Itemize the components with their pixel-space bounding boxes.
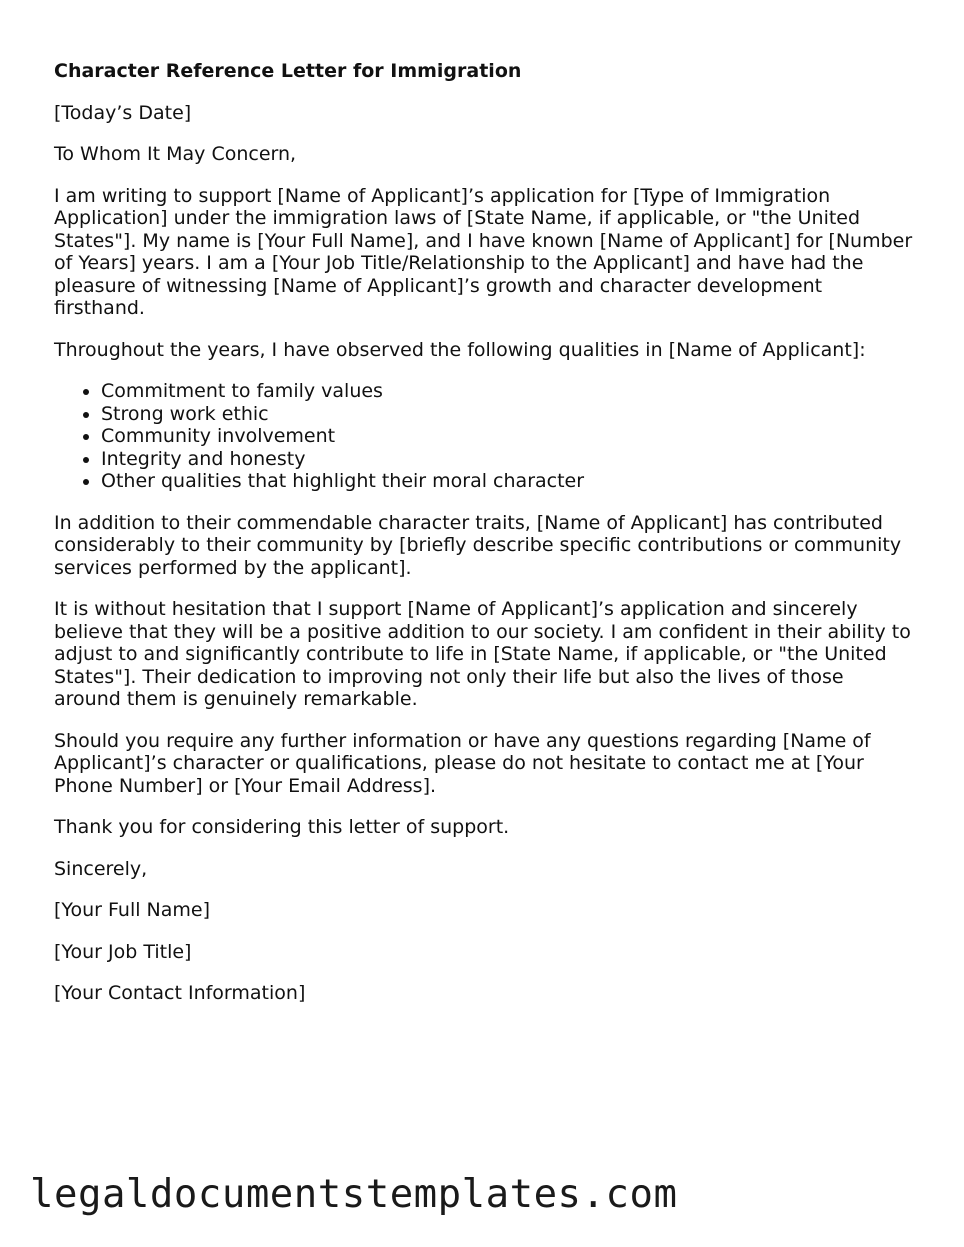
signature-name: [Your Full Name] bbox=[54, 899, 211, 921]
intro-paragraph: I am writing to support [Name of Applicant]’s application for [Type of Immigration Application] under the immigration laws of [State Name, if applicable, or "the United States"]. My name is [Your Full Name], and I have known [Name of Applicant] for [Number of Years] years. I am a [Your Job Title/Relationship to the Applicant] and have had the pleasure of witnessing [Name of Applicant]’s growth and character development firsthand. bbox=[54, 184, 913, 319]
thanks-line: Thank you for considering this letter of support. bbox=[54, 816, 510, 838]
contributions-paragraph: In addition to their commendable character traits, [Name of Applicant] has contributed considerably to their community by [briefly describe specific contributions or community services performed by the applicant]. bbox=[54, 511, 902, 579]
signature-title: [Your Job Title] bbox=[54, 940, 192, 963]
letter-body bbox=[54, 60, 916, 1024]
list-item: • Commitment to family values bbox=[101, 380, 916, 403]
list-item: • Strong work ethic bbox=[101, 403, 916, 426]
list-item: • Community involvement bbox=[101, 425, 916, 448]
letter-date: [Today’s Date] bbox=[54, 101, 192, 124]
signature-contact: [Your Contact Information] bbox=[54, 982, 306, 1004]
support-paragraph: It is without hesitation that I support [Name of Applicant]’s application and sincerely believe that they will be a positive addition to our society. I am confident in their ability to adjust to and significantly contribute to life in [State Name, if applicable, or "the United States"]. Their dedication to improving not only their life but also the lives of those around them is genuinely remarkable. bbox=[54, 598, 911, 710]
contact-paragraph: Should you require any further information or have any questions regarding [Name of Applicant]’s character or qualifications, please do not hesitate to contact me at [Your Phone Number] or [Your Email Address]. bbox=[54, 729, 871, 797]
qualities-intro: Throughout the years, I have observed the following qualities in [Name of Applicant]: bbox=[54, 338, 866, 361]
document-title: Character Reference Letter for Immigration bbox=[54, 60, 522, 82]
site-watermark: legaldocumentstemplates.com bbox=[30, 1172, 678, 1217]
qualities-list bbox=[54, 380, 916, 493]
list-item: • Other qualities that highlight their moral character bbox=[101, 470, 916, 493]
closing-line: Sincerely, bbox=[54, 857, 148, 880]
list-item: • Integrity and honesty bbox=[101, 448, 916, 471]
salutation: To Whom It May Concern, bbox=[54, 143, 297, 165]
